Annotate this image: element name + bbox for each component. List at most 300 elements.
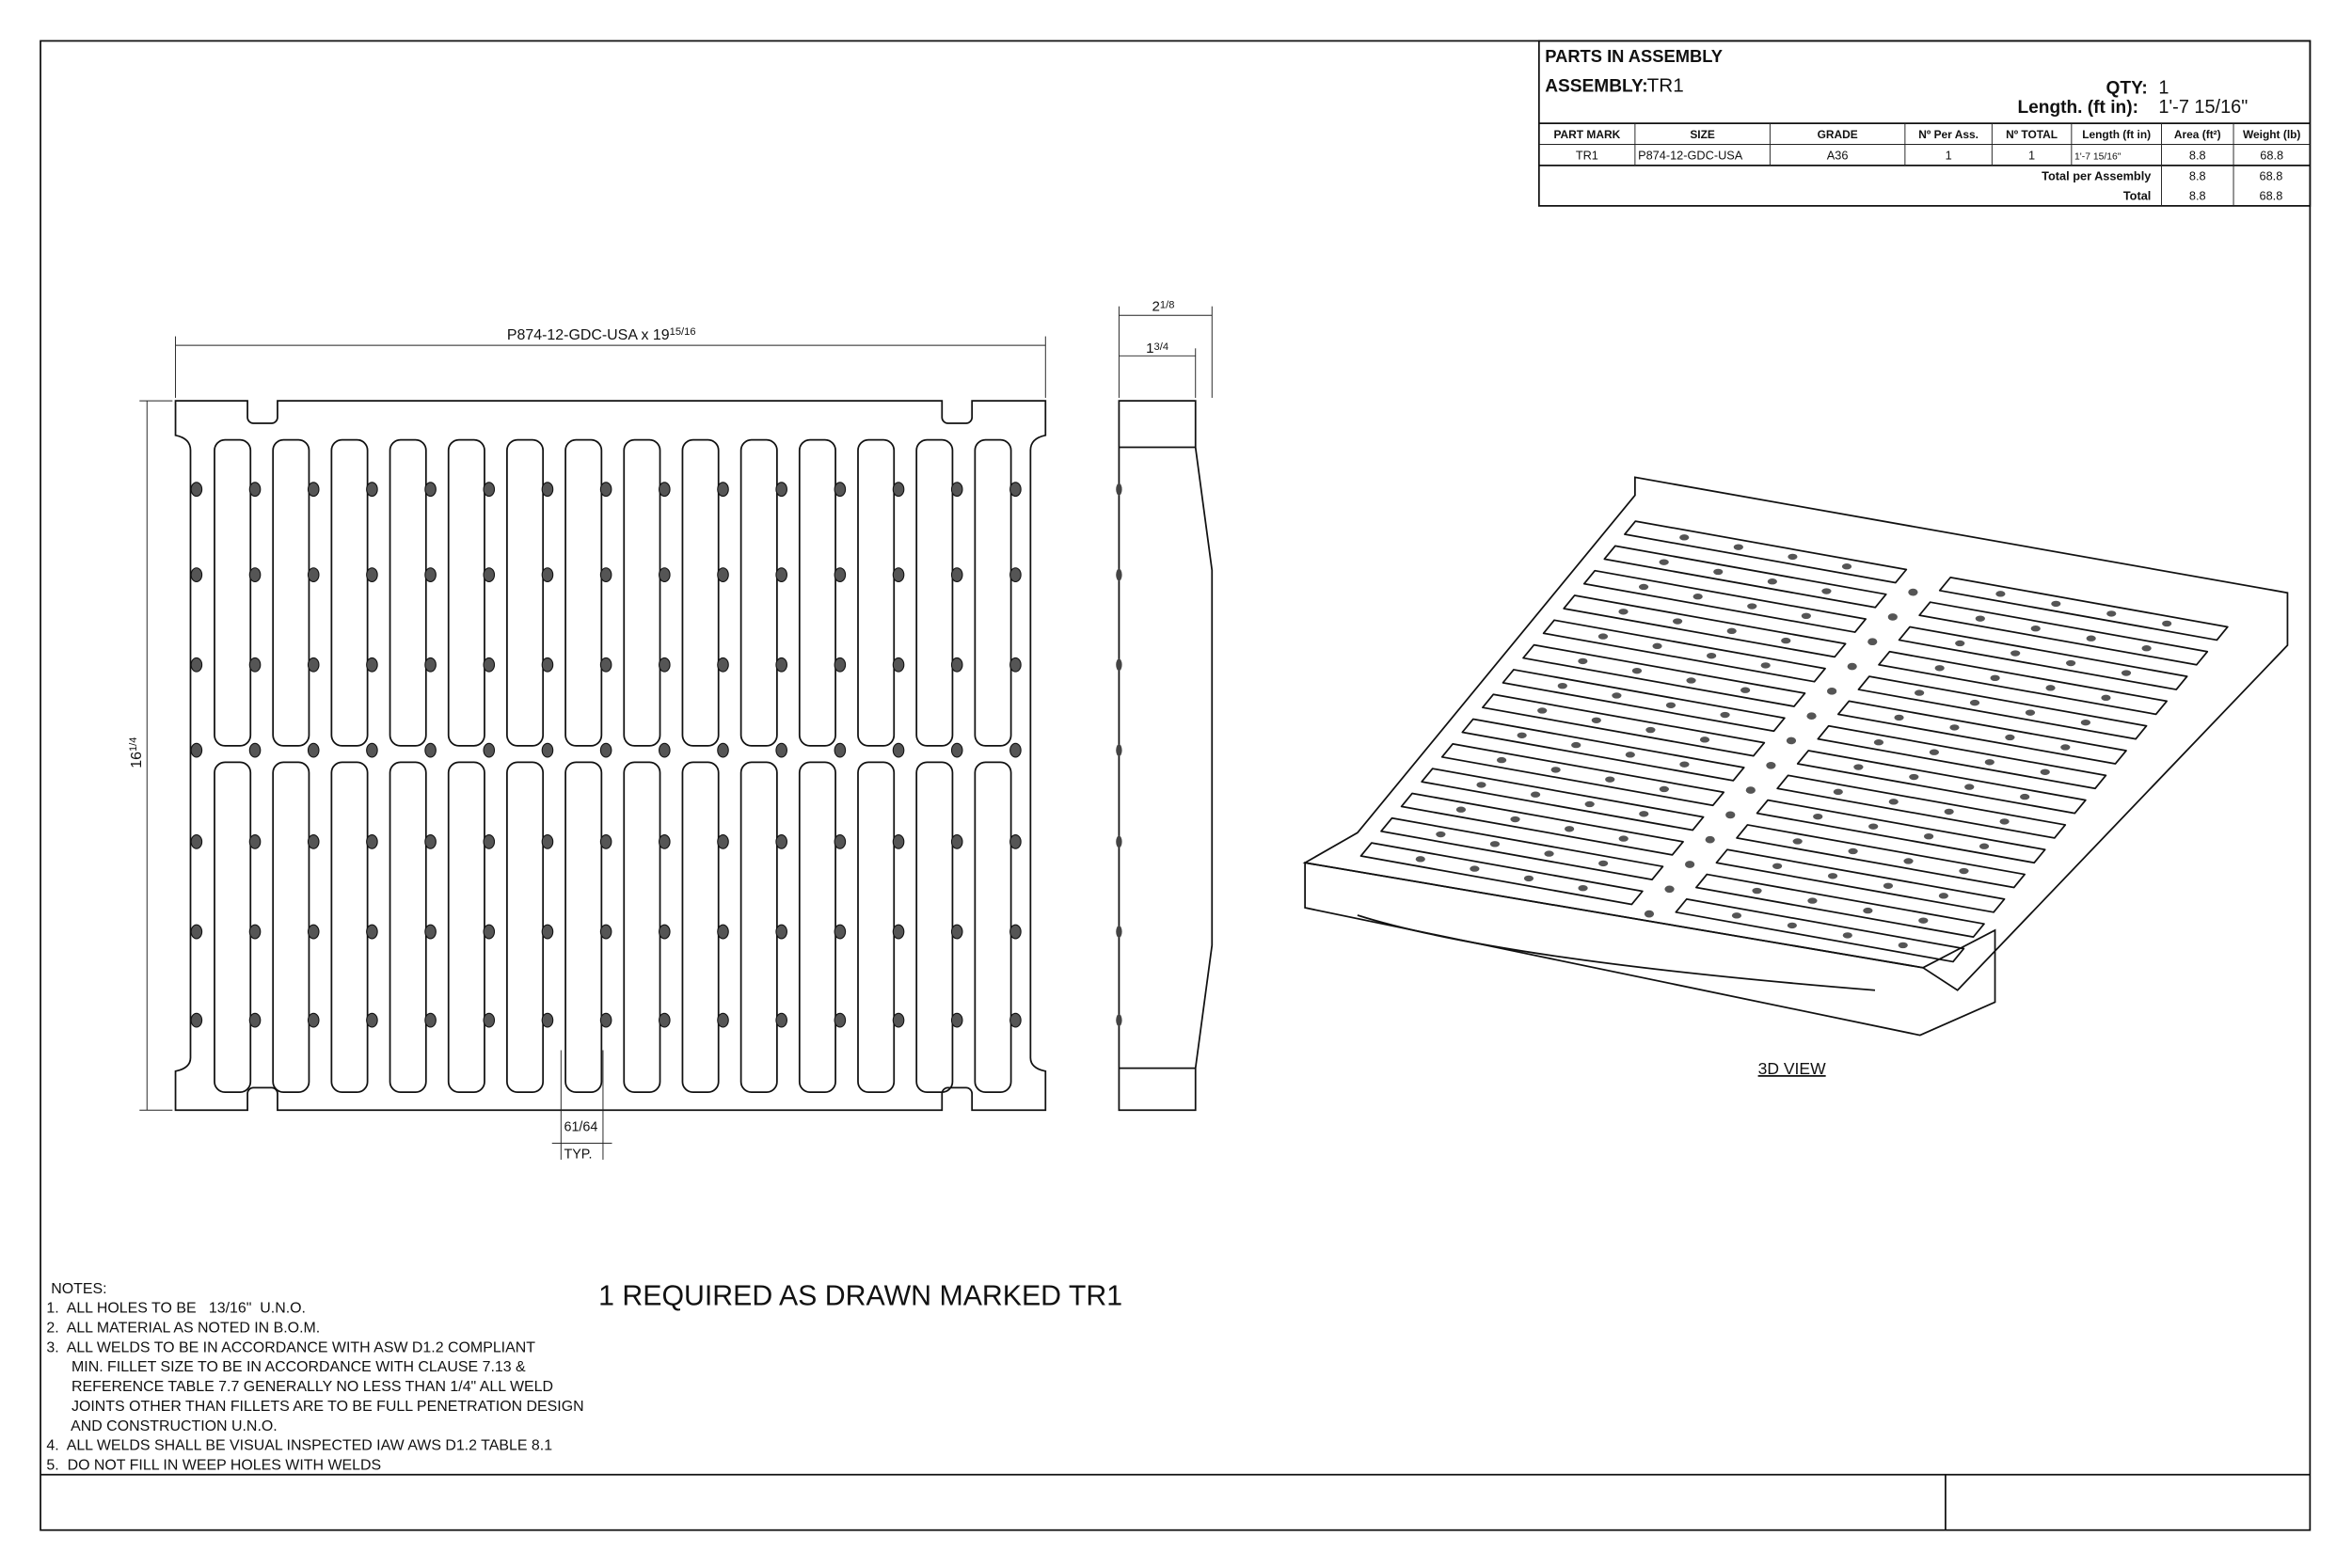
weld-hole: [249, 568, 260, 582]
weld-hole: [776, 743, 787, 757]
weld-hole: [1874, 739, 1883, 745]
weld-hole: [1639, 811, 1648, 816]
weld-hole: [1788, 923, 1797, 928]
weld-hole: [834, 1013, 845, 1027]
slot: [507, 762, 543, 1092]
weld-hole: [308, 568, 318, 582]
note-line: 5. DO NOT FILL IN WEEP HOLES WITH WELDS: [46, 1457, 382, 1474]
weld-hole: [1456, 807, 1466, 813]
weld-hole: [1518, 733, 1527, 738]
slot: [331, 440, 367, 746]
weld-hole: [191, 743, 201, 757]
weld-hole: [1949, 724, 1959, 730]
weld-hole: [660, 483, 670, 497]
weld-hole: [2101, 695, 2110, 701]
iso-slot: [1940, 578, 2228, 641]
weld-hole: [542, 1013, 552, 1027]
weld-hole: [1991, 675, 2000, 681]
weld-hole: [1116, 836, 1121, 848]
weld-hole: [951, 1013, 961, 1027]
weld-hole: [1565, 826, 1574, 832]
weld-hole: [1807, 897, 1817, 903]
weld-hole: [1740, 688, 1750, 693]
weld-hole: [191, 1013, 201, 1027]
weld-hole: [1863, 908, 1872, 913]
grating-outline: [176, 401, 1046, 1110]
weld-hole: [542, 483, 552, 497]
weld-hole: [1578, 885, 1587, 891]
weld-hole: [1899, 942, 1908, 948]
weld-hole: [776, 835, 787, 849]
notes-heading: NOTES:: [51, 1280, 107, 1297]
weld-hole: [1679, 534, 1689, 540]
weld-hole: [367, 657, 377, 672]
slot: [507, 440, 543, 746]
slot-width-label: 61/64: [564, 1119, 598, 1135]
weld-hole: [1713, 569, 1723, 575]
weld-hole: [718, 925, 728, 939]
weld-hole: [951, 925, 961, 939]
slot: [449, 440, 485, 746]
iso-slot: [1757, 800, 2045, 863]
weld-hole: [1908, 589, 1917, 596]
weld-hole: [1558, 683, 1567, 689]
slot: [624, 440, 660, 746]
weld-hole: [1970, 700, 1979, 705]
table-header: Length (ft in): [2082, 128, 2152, 142]
weld-hole: [1915, 689, 1924, 695]
slot: [273, 762, 309, 1092]
weld-hole: [1732, 912, 1741, 918]
iso-slot: [1777, 775, 2065, 838]
weld-hole: [1664, 885, 1674, 893]
weld-hole: [1416, 856, 1425, 862]
weld-hole: [191, 568, 201, 582]
weld-hole: [1939, 893, 1948, 898]
weld-hole: [1693, 594, 1703, 599]
slot: [390, 440, 426, 746]
table-header: Nº TOTAL: [2006, 128, 2058, 142]
assembly-value: TR1: [1646, 74, 1684, 97]
slot: [215, 440, 250, 746]
note-line: 3. ALL WELDS TO BE IN ACCORDANCE WITH ASW D1.2 COMPLIANT: [46, 1339, 536, 1356]
table-header: Nº Per Ass.: [1918, 128, 1979, 142]
weld-hole: [1999, 818, 2009, 824]
weld-hole: [1116, 744, 1121, 756]
weld-hole: [2045, 685, 2055, 690]
total-weight: 68.8: [2259, 188, 2283, 203]
weld-hole: [308, 835, 318, 849]
weld-hole: [1686, 677, 1695, 683]
weld-hole: [1793, 838, 1803, 844]
iso-slot: [1838, 701, 2126, 764]
weld-hole: [1660, 786, 1669, 792]
weld-hole: [951, 743, 961, 757]
total-per-assembly-label: Total per Assembly: [2042, 168, 2152, 183]
table-cell: 1: [1945, 148, 1952, 163]
slot: [741, 762, 777, 1092]
weld-hole: [1766, 762, 1775, 769]
weld-hole: [308, 483, 318, 497]
weld-hole: [425, 835, 436, 849]
slot: [975, 762, 1010, 1092]
qty-value: 1: [2158, 77, 2169, 99]
iso-slot: [1818, 726, 2106, 789]
weld-hole: [2081, 720, 2090, 725]
slot: [858, 762, 894, 1092]
slot: [390, 762, 426, 1092]
weld-hole: [425, 925, 436, 939]
weld-hole: [600, 1013, 611, 1027]
weld-hole: [660, 568, 670, 582]
weld-hole: [1605, 776, 1614, 782]
slot: [682, 440, 718, 746]
weld-hole: [249, 657, 260, 672]
weld-hole: [718, 657, 728, 672]
weld-hole: [1842, 563, 1851, 569]
table-cell: 1'-7 15/16": [2074, 151, 2122, 163]
iso-slot: [1696, 875, 1984, 938]
weld-hole: [249, 1013, 260, 1027]
slot-typ-label: TYP.: [564, 1147, 593, 1163]
weld-hole: [1673, 618, 1682, 624]
weld-hole: [1544, 850, 1553, 856]
weld-hole: [1725, 812, 1735, 819]
weld-hole: [718, 835, 728, 849]
iso-slot: [1676, 899, 1963, 962]
weld-hole: [1645, 911, 1654, 918]
weld-hole: [425, 483, 436, 497]
weld-hole: [425, 568, 436, 582]
weld-hole: [1964, 784, 1974, 789]
weld-hole: [1828, 873, 1837, 879]
weld-hole: [834, 835, 845, 849]
weld-hole: [2020, 794, 2029, 800]
weld-hole: [1772, 863, 1782, 869]
table-cell: 1: [2028, 148, 2036, 163]
notes: [46, 1281, 583, 1474]
weld-hole: [1612, 692, 1621, 698]
weld-hole: [1592, 718, 1601, 723]
weld-hole: [1752, 888, 1761, 894]
weld-hole: [1116, 483, 1121, 496]
weld-hole: [660, 743, 670, 757]
weld-hole: [1666, 703, 1676, 708]
weld-hole: [1116, 926, 1121, 938]
weld-hole: [2142, 645, 2152, 651]
slot: [273, 440, 309, 746]
weld-hole: [484, 835, 494, 849]
weld-hole: [1639, 584, 1648, 590]
weld-hole: [1010, 568, 1021, 582]
weld-hole: [1802, 613, 1811, 619]
weld-hole: [191, 835, 201, 849]
weld-hole: [893, 743, 903, 757]
total-area: 8.8: [2188, 188, 2206, 203]
weld-hole: [367, 835, 377, 849]
slot: [800, 440, 835, 746]
weld-hole: [1010, 483, 1021, 497]
weld-hole: [2106, 610, 2116, 616]
slot: [858, 440, 894, 746]
weld-hole: [2041, 769, 2050, 775]
weld-hole: [1706, 836, 1715, 844]
weld-hole: [1903, 858, 1913, 863]
weld-hole: [1619, 835, 1629, 841]
weld-hole: [308, 925, 318, 939]
weld-hole: [2066, 660, 2075, 666]
weld-hole: [1436, 832, 1445, 837]
weld-hole: [2026, 709, 2035, 715]
iso-slot: [1737, 825, 2025, 888]
iso-slot: [1899, 626, 2187, 689]
slot: [331, 762, 367, 1092]
slot: [741, 440, 777, 746]
weld-hole: [893, 1013, 903, 1027]
weld-hole: [1476, 782, 1486, 787]
weld-hole: [1598, 861, 1608, 866]
qty-label: QTY:: [2106, 78, 2148, 99]
slot: [800, 762, 835, 1092]
weld-hole: [1959, 868, 1968, 874]
table-header: SIZE: [1690, 128, 1715, 142]
weld-hole: [1010, 925, 1021, 939]
weld-hole: [367, 743, 377, 757]
weld-hole: [484, 657, 494, 672]
weld-hole: [1768, 578, 1777, 584]
weld-hole: [191, 483, 201, 497]
3d-view-label: 3D VIEW: [1757, 1059, 1826, 1079]
weld-hole: [2060, 744, 2070, 750]
weld-hole: [1585, 801, 1595, 807]
weld-hole: [1918, 917, 1928, 923]
weld-hole: [660, 835, 670, 849]
weld-hole: [1010, 1013, 1021, 1027]
weld-hole: [776, 657, 787, 672]
weld-hole: [1909, 774, 1918, 780]
weld-hole: [1827, 688, 1836, 695]
weld-hole: [249, 835, 260, 849]
table-header: GRADE: [1817, 128, 1858, 142]
slot: [565, 440, 601, 746]
weld-hole: [951, 568, 961, 582]
weld-hole: [776, 1013, 787, 1027]
weld-hole: [425, 657, 436, 672]
weld-hole: [600, 835, 611, 849]
weld-hole: [1806, 712, 1816, 720]
weld-hole: [1761, 662, 1771, 668]
iso-slot: [1798, 751, 2086, 814]
weld-hole: [776, 483, 787, 497]
weld-hole: [2010, 650, 2020, 656]
weld-hole: [1787, 737, 1796, 745]
side-inner-dimension: $1^{3/4}$: [1146, 341, 1169, 357]
weld-hole: [1734, 544, 1743, 549]
weld-hole: [893, 657, 903, 672]
weld-hole: [951, 657, 961, 672]
weld-hole: [308, 743, 318, 757]
height-dimension-label: $16^{1/4}$: [128, 736, 145, 768]
note-line: JOINTS OTHER THAN FILLETS ARE TO BE FULL PENETRATION DESIGN: [46, 1398, 584, 1415]
slot: [682, 762, 718, 1092]
weld-hole: [1883, 883, 1893, 889]
slot: [975, 440, 1010, 746]
weld-hole: [1510, 816, 1519, 822]
weld-hole: [951, 835, 961, 849]
slot: [916, 440, 952, 746]
table-cell: TR1: [1575, 148, 1598, 163]
weld-hole: [1853, 764, 1863, 769]
weld-hole: [1652, 643, 1661, 649]
weld-hole: [1955, 641, 1964, 646]
side-outline: [1119, 401, 1212, 1110]
weld-hole: [191, 925, 201, 939]
weld-hole: [484, 743, 494, 757]
weld-hole: [1848, 848, 1857, 854]
weld-hole: [1626, 752, 1635, 757]
weld-hole: [1490, 841, 1500, 847]
total-label: Total: [2122, 188, 2152, 203]
weld-hole: [1889, 799, 1899, 804]
weld-hole: [1848, 663, 1857, 671]
length-value: 1'-7 15/16": [2158, 97, 2249, 119]
weld-hole: [367, 925, 377, 939]
weld-hole: [893, 483, 903, 497]
weld-hole: [367, 1013, 377, 1027]
weld-hole: [367, 568, 377, 582]
weld-hole: [1578, 658, 1587, 664]
weld-hole: [1470, 865, 1479, 871]
weld-hole: [1679, 761, 1689, 767]
slot: [215, 762, 250, 1092]
weld-hole: [542, 835, 552, 849]
weld-hole: [660, 1013, 670, 1027]
weld-hole: [249, 925, 260, 939]
table-cell: 8.8: [2188, 148, 2206, 163]
weld-hole: [425, 1013, 436, 1027]
weld-hole: [1788, 554, 1797, 560]
weld-hole: [834, 483, 845, 497]
weld-hole: [776, 568, 787, 582]
weld-hole: [1821, 588, 1831, 594]
weld-hole: [1935, 665, 1945, 671]
weld-hole: [1685, 861, 1694, 868]
weld-hole: [425, 743, 436, 757]
weld-hole: [1727, 628, 1737, 634]
weld-hole: [1720, 712, 1729, 718]
side-total-dimension: $2^{1/8}$: [1152, 298, 1175, 315]
table-header: Weight (lb): [2242, 128, 2301, 142]
note-line: MIN. FILLET SIZE TO BE IN ACCORDANCE WITH CLAUSE 7.13 &: [46, 1359, 526, 1376]
weld-hole: [600, 568, 611, 582]
weld-hole: [1976, 615, 1985, 621]
weld-hole: [1010, 657, 1021, 672]
weld-hole: [1524, 876, 1534, 881]
weld-hole: [600, 657, 611, 672]
weld-hole: [542, 568, 552, 582]
weld-hole: [1813, 814, 1822, 819]
weld-hole: [1551, 767, 1561, 772]
weld-hole: [1645, 727, 1655, 733]
weld-hole: [1660, 559, 1669, 564]
weld-hole: [1985, 759, 1994, 765]
iso-slot: [1858, 676, 2146, 739]
weld-hole: [2087, 636, 2096, 641]
weld-hole: [1116, 569, 1121, 581]
weld-hole: [367, 483, 377, 497]
table-cell: A36: [1826, 148, 1849, 163]
weld-hole: [1888, 613, 1898, 621]
weld-hole: [600, 925, 611, 939]
weld-hole: [1531, 792, 1540, 798]
weld-hole: [484, 925, 494, 939]
weld-hole: [308, 1013, 318, 1027]
weld-hole: [893, 568, 903, 582]
weld-hole: [249, 743, 260, 757]
weld-hole: [600, 483, 611, 497]
weld-hole: [1010, 835, 1021, 849]
weld-hole: [1010, 743, 1021, 757]
weld-hole: [1868, 823, 1878, 829]
table-cell: P874-12-GDC-USA: [1638, 148, 1743, 163]
note-line: AND CONSTRUCTION U.N.O.: [46, 1418, 278, 1434]
weld-hole: [834, 657, 845, 672]
slot: [565, 762, 601, 1092]
assembly-label: ASSEMBLY:: [1545, 76, 1648, 97]
weld-hole: [1979, 844, 1989, 849]
weld-hole: [834, 568, 845, 582]
note-line: 2. ALL MATERIAL AS NOTED IN B.O.M.: [46, 1320, 321, 1337]
weld-hole: [718, 568, 728, 582]
weld-hole: [718, 743, 728, 757]
weld-hole: [718, 1013, 728, 1027]
weld-hole: [1700, 736, 1709, 742]
required-note: 1 REQUIRED AS DRAWN MARKED TR1: [598, 1280, 1123, 1312]
side-view: [1116, 298, 1212, 1110]
weld-hole: [1632, 668, 1642, 673]
weld-hole: [893, 835, 903, 849]
length-label: Length. (ft in):: [2017, 98, 2138, 119]
weld-hole: [1116, 658, 1121, 671]
note-line: REFERENCE TABLE 7.7 GENERALLY NO LESS THAN 1/4" ALL WELD: [46, 1379, 554, 1396]
weld-hole: [1843, 932, 1852, 938]
weld-hole: [1834, 789, 1843, 795]
iso-slot: [1716, 849, 2004, 912]
weld-hole: [1894, 715, 1903, 721]
weld-hole: [308, 657, 318, 672]
note-line: 1. ALL HOLES TO BE 13/16" U.N.O.: [46, 1300, 306, 1317]
table-header: PART MARK: [1553, 128, 1621, 142]
weld-hole: [893, 925, 903, 939]
weld-hole: [1781, 638, 1790, 643]
weld-hole: [2031, 626, 2041, 631]
weld-hole: [542, 925, 552, 939]
weld-hole: [2005, 735, 2014, 740]
weld-hole: [1598, 633, 1608, 639]
weld-hole: [1746, 786, 1756, 794]
weld-hole: [484, 1013, 494, 1027]
weld-hole: [718, 483, 728, 497]
weld-hole: [1995, 591, 2005, 596]
weld-hole: [1116, 1014, 1121, 1026]
weld-hole: [2122, 670, 2131, 675]
front-view: [128, 326, 1045, 1162]
weld-hole: [484, 568, 494, 582]
iso-slot: [1879, 652, 2167, 715]
weld-hole: [1747, 603, 1756, 609]
slot: [624, 762, 660, 1092]
weld-hole: [834, 925, 845, 939]
